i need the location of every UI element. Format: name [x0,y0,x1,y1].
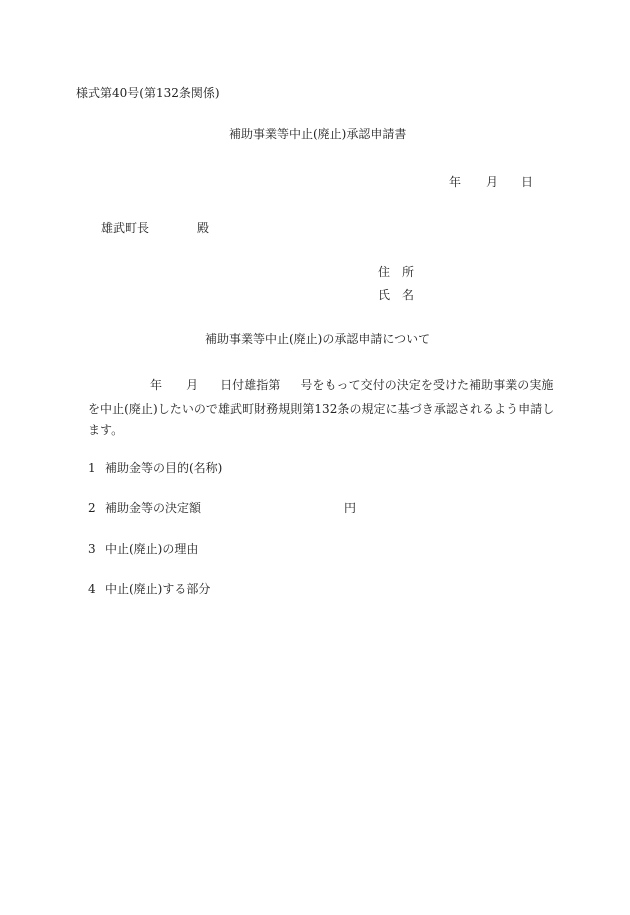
document-title: 補助事業等中止(廃止)承認申請書 [229,127,407,141]
applicant-address-label: 住 所 [378,265,415,279]
body-line-3: ます。 [88,423,124,437]
item-2 [88,502,201,514]
body-line-1 [150,379,553,391]
body-line-2: を中止(廃止)したいので雄武町財務規則第132条の規定に基づき承認されるよう申請し [88,402,555,416]
body-line-1-rest: 号をもって交付の決定を受けた補助事業の実施 [300,378,554,392]
yen-unit: 円 [344,501,357,515]
item-3 [88,543,198,555]
body-year-label: 年 [150,378,163,392]
item-4 [88,583,210,595]
item-2-label: 補助金等の決定額 [105,501,202,515]
applicant-name-label: 氏 名 [378,288,415,302]
item-4-number: 4 [88,582,96,596]
item-3-number: 3 [88,542,96,556]
body-month-label: 月 [186,378,199,392]
date-year-label: 年 [449,175,462,189]
form-number: 様式第40号(第132条関係) [76,86,220,100]
item-4-label: 中止(廃止)する部分 [105,582,211,596]
subject-line: 補助事業等中止(廃止)の承認申請について [205,332,431,346]
item-1 [88,462,222,474]
item-2-number: 2 [88,501,96,515]
item-3-label: 中止(廃止)の理由 [105,542,199,556]
date-day-label: 日 [521,175,534,189]
item-1-label: 補助金等の目的(名称) [105,461,223,475]
addressee-honorific: 殿 [197,221,210,235]
item-1-number: 1 [88,461,96,475]
body-day-prefix: 日付雄指第 [220,378,281,392]
addressee-name: 雄武町長 [101,221,150,235]
date-month-label: 月 [486,175,499,189]
